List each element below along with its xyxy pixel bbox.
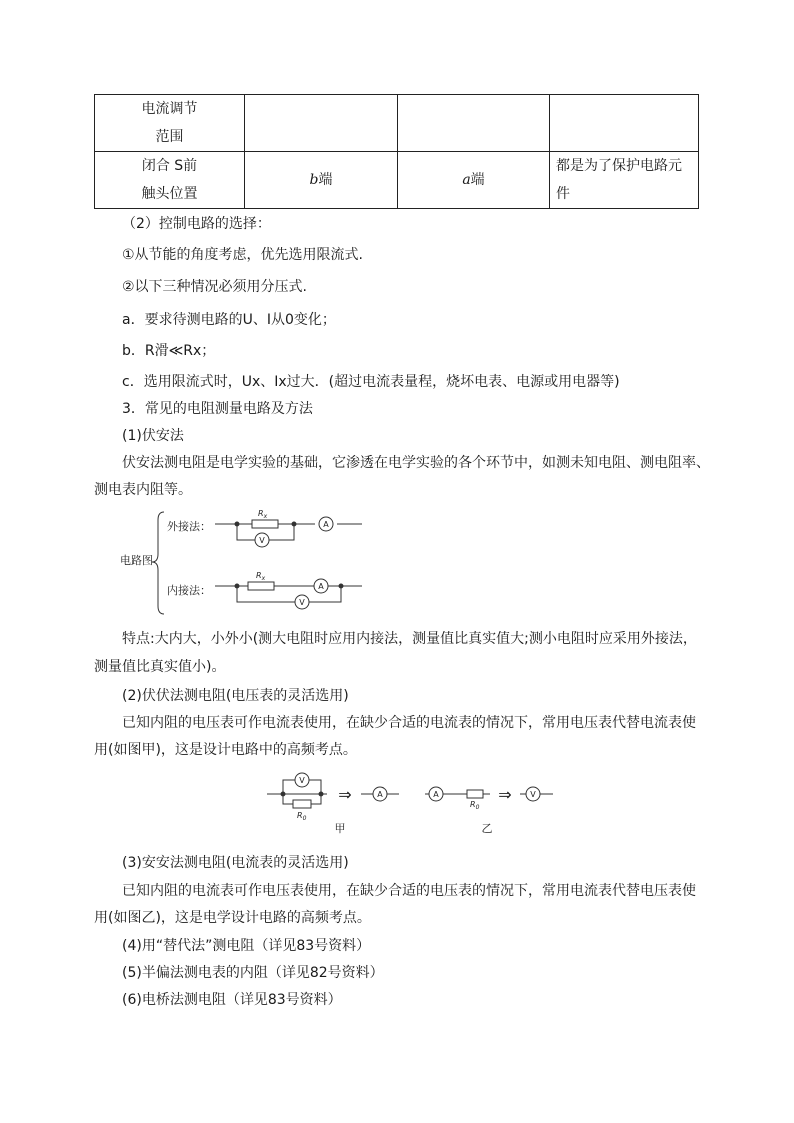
svg-text:A: A xyxy=(433,790,439,799)
row-header-current-range: 电流调节 范围 xyxy=(95,95,245,152)
table-cell-b-end: b端 xyxy=(245,152,398,209)
table-row xyxy=(95,95,699,152)
paragraph-line: 测电表内阻等。 xyxy=(94,482,192,498)
resistor-label: $R_0$ xyxy=(470,800,480,811)
table-cell xyxy=(398,95,550,152)
paragraph-line: 已知内阻的电压表可作电流表使用，在缺少合适的电流表的情况下，常用电压表代替电流表使 xyxy=(122,715,696,731)
meter-substitution-diagram xyxy=(265,770,560,836)
list-item: a．要求待测电路的U、I从0变化； xyxy=(122,312,336,328)
svg-text:V: V xyxy=(530,790,536,799)
svg-text:V: V xyxy=(259,536,265,545)
svg-text:V: V xyxy=(299,776,305,785)
subsection-heading: (4)用“替代法”测电阻（详见83号资料） xyxy=(122,938,371,954)
table-row xyxy=(95,152,699,209)
paragraph-line: 用(如图乙)，这是电学设计电路的高频考点。 xyxy=(94,910,371,926)
svg-text:V: V xyxy=(299,598,305,607)
list-item: b．R滑≪Rx； xyxy=(122,343,216,359)
inner-connection-label: 内接法： xyxy=(167,584,211,597)
figure-caption-jia: 甲 xyxy=(334,822,346,835)
list-item: ①从节能的角度考虑，优先选用限流式. xyxy=(122,247,363,263)
table-cell-a-end: a端 xyxy=(398,152,550,209)
subsection-heading: (5)半偏法测电表的内阻（详见82号资料） xyxy=(122,965,384,981)
subsection-heading: (2)伏伏法测电阻(电压表的灵活选用) xyxy=(122,688,349,704)
resistor-label: $R_x$ xyxy=(256,571,266,582)
control-circuit-heading: （2）控制电路的选择： xyxy=(122,216,271,232)
subsection-heading: (3)安安法测电阻(电流表的灵活选用) xyxy=(122,855,349,871)
paragraph-line: 伏安法测电阻是电学实验的基础，它渗透在电学实验的各个环节中，如测未知电阻、测电阻率、 xyxy=(122,455,710,471)
table-cell-note: 都是为了保护电路元 件 xyxy=(550,152,699,209)
svg-text:A: A xyxy=(377,790,383,799)
resistor-label: $R_x$ xyxy=(258,509,268,520)
diagram-group-label: 电路图 xyxy=(120,554,153,567)
comparison-table xyxy=(94,94,699,209)
section-heading: 3．常见的电阻测量电路及方法 xyxy=(122,401,313,417)
svg-text:A: A xyxy=(318,582,324,591)
subsection-heading: (6)电桥法测电阻（详见83号资料） xyxy=(122,992,342,1008)
outer-connection-label: 外接法： xyxy=(167,520,211,533)
paragraph-line: 已知内阻的电流表可作电压表使用，在缺少合适的电压表的情况下，常用电流表代替电压表使 xyxy=(122,883,696,899)
list-item: ②以下三种情况必须用分压式. xyxy=(122,279,308,295)
figure-caption-yi: 乙 xyxy=(481,822,493,835)
paragraph-line: 用(如图甲)，这是设计电路中的高频考点。 xyxy=(94,742,357,758)
list-item: c．选用限流式时，Ux、Ix过大．(超过电流表量程，烧坏电表、电源或用电器等) xyxy=(122,374,620,390)
paragraph-line: 测量值比真实值小)。 xyxy=(94,659,226,675)
row-header-slider-position: 闭合 S前 触头位置 xyxy=(95,152,245,209)
table-cell xyxy=(245,95,398,152)
resistor-label: $R_0$ xyxy=(297,811,307,822)
paragraph-line: 特点:大内大，小外小(测大电阻时应用内接法，测量值比真实值大;测小电阻时应采用外接法， xyxy=(122,631,697,647)
table-cell xyxy=(550,95,699,152)
arrow-icon: ⇒ xyxy=(498,785,512,804)
svg-text:A: A xyxy=(323,520,329,529)
ammeter-connection-diagram xyxy=(120,506,370,618)
brace xyxy=(152,512,164,614)
arrow-icon: ⇒ xyxy=(338,785,352,804)
subsection-heading: (1)伏安法 xyxy=(122,428,184,444)
